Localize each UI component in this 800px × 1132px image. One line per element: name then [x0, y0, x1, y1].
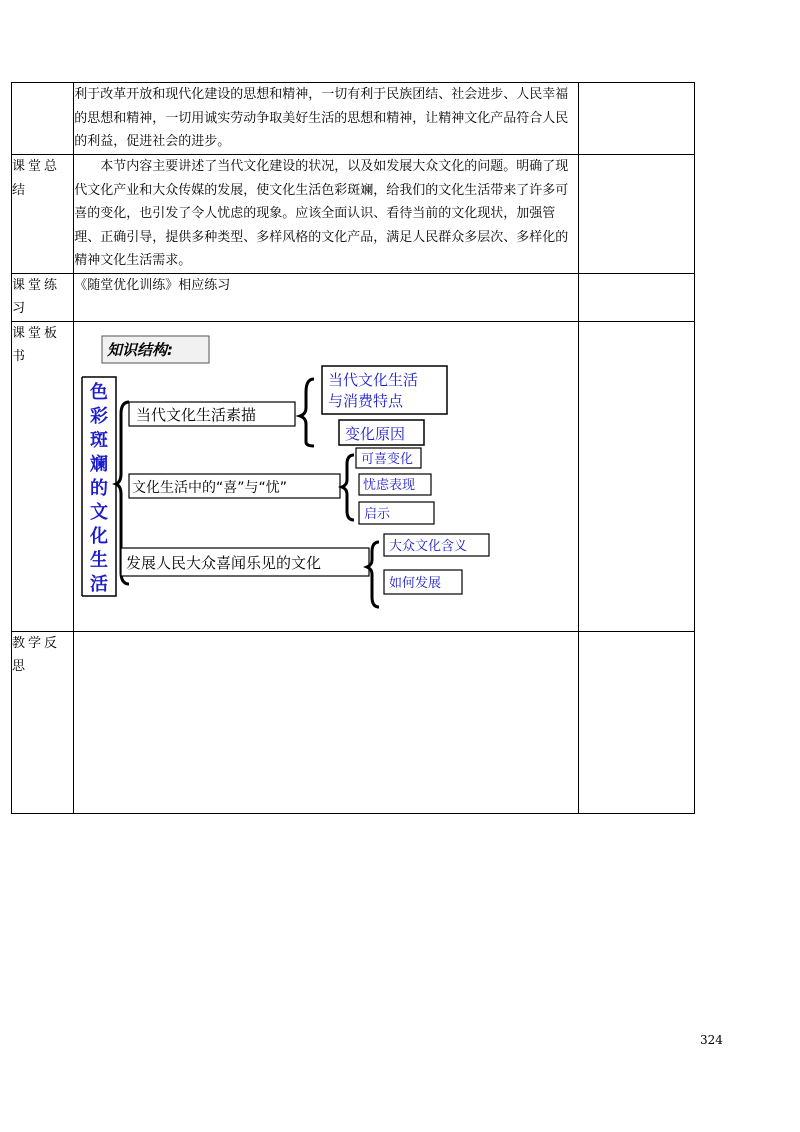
side-cell: [579, 155, 695, 274]
root-char: 化: [90, 525, 109, 547]
root-char: 活: [90, 573, 109, 595]
branch3-child2: 如何发展: [389, 575, 442, 591]
root-char: 的: [90, 477, 109, 499]
branch1-bracket: [300, 379, 314, 446]
summary-label: 课堂总结: [12, 155, 74, 274]
reflection-label: 教学反思: [12, 631, 74, 813]
side-cell: [579, 273, 695, 321]
branch2-label: 文化生活中的“喜”与“忧”: [132, 479, 288, 496]
branch2-bracket: [342, 455, 354, 520]
branch1-label: 当代文化生活素描: [136, 405, 257, 424]
summary-text: 本节内容主要讲述了当代文化建设的状况，以及如发展大众文化的问题。明确了现代文化产业和大众传媒的发展，使文化生活色彩斑斓，给我们的文化生活带来了许多可喜的变化，也引发了令人忧虑的现象。应该全面认识、看待当前的文化现状，加强管理、正确引导，提供多种类型、多样风格的文化产品，满足人民群众多层次、多样化的精神文化生活需求。: [74, 155, 579, 274]
side-cell: [579, 321, 695, 631]
practice-text: 《随堂优化训练》相应练习: [74, 273, 579, 321]
page-number: 324: [700, 1033, 723, 1047]
root-char: 色: [90, 381, 109, 403]
branch2-child3: 启示: [364, 506, 391, 522]
root-char: 文: [90, 501, 109, 523]
table-row-practice: [12, 273, 695, 321]
board-label: 课堂板书: [12, 321, 74, 631]
knowledge-structure-diagram: [74, 322, 577, 631]
branch3-child1: 大众文化含义: [389, 538, 468, 554]
table-row-board: [12, 321, 695, 631]
reflection-text: [74, 631, 579, 813]
practice-label: 课堂练习: [12, 273, 74, 321]
root-char: 彩: [90, 405, 109, 427]
root-vertical-title: [89, 381, 108, 595]
root-char: 生: [90, 549, 109, 571]
branch2-child1: 可喜变化: [361, 451, 414, 467]
root-char: 斓: [90, 453, 109, 475]
lesson-plan-table: [11, 82, 695, 814]
root-char: 斑: [90, 429, 109, 451]
side-cell: [579, 83, 695, 155]
table-row-reflection: [12, 631, 695, 813]
branch3-label: 发展人民大众喜闻乐见的文化: [126, 553, 322, 572]
row-label: [12, 83, 74, 155]
table-row-summary: [12, 155, 695, 274]
diagram-header: 知识结构:: [107, 340, 174, 359]
branch2-child2: 忧虑表现: [363, 477, 416, 493]
table-row-continuation: [12, 83, 695, 155]
board-cell: [74, 321, 579, 631]
continuation-text: 利于改革开放和现代化建设的思想和精神，一切有利于民族团结、社会进步、人民幸福的思想和精神，一切用诚实劳动争取美好生活的思想和精神，让精神文化产品符合人民的利益，促进社会的进步。: [74, 83, 579, 155]
branch1-child-line2: 与消费特点: [328, 391, 404, 410]
branch1-child-line3: 变化原因: [345, 424, 406, 443]
branch1-child-line1: 当代文化生活: [328, 370, 419, 389]
side-cell: [579, 631, 695, 813]
